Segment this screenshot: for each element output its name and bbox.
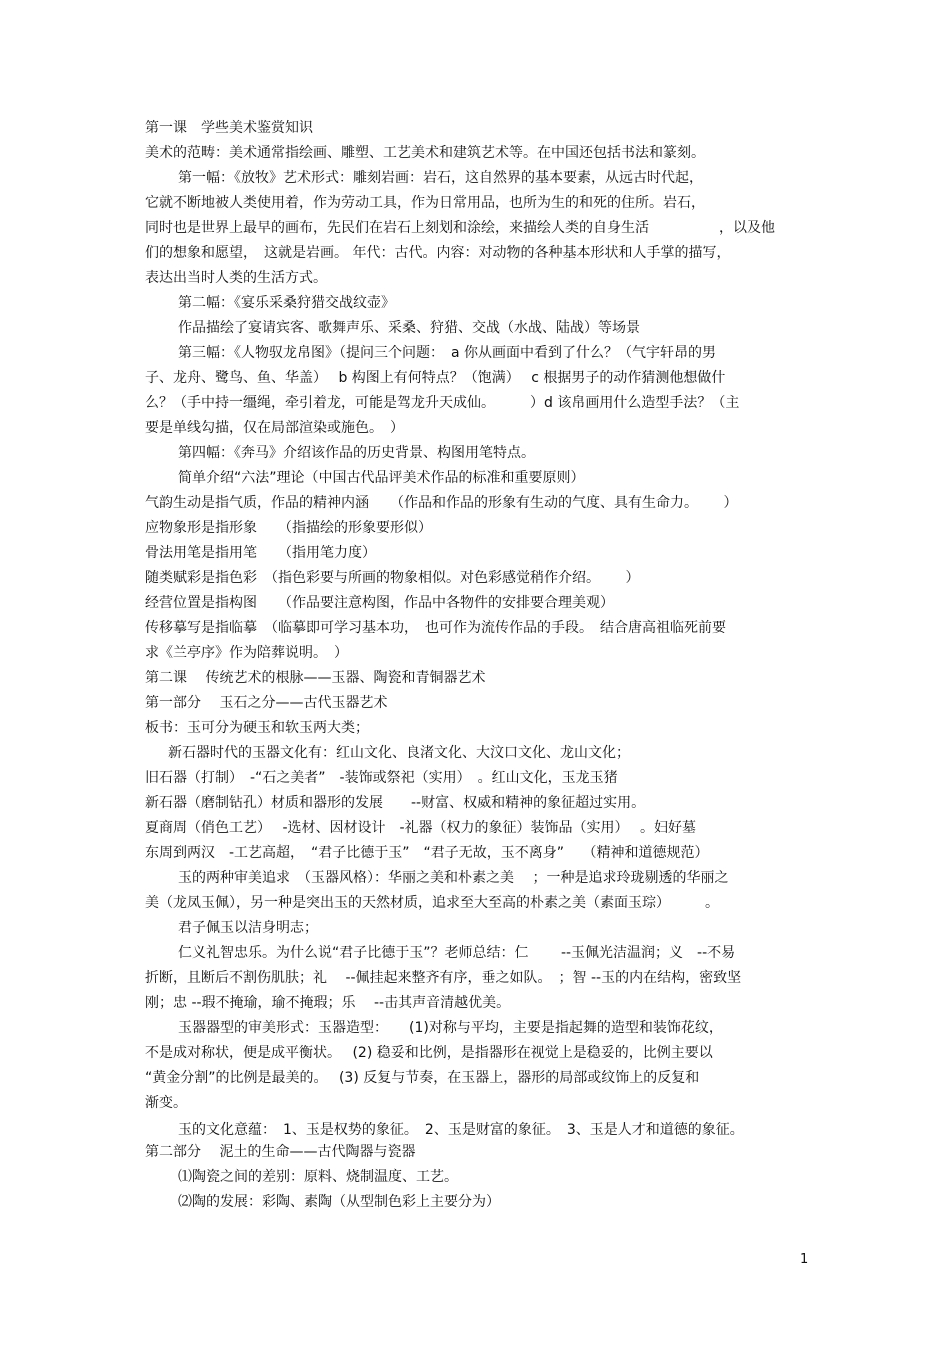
text-line: 作品描绘了宴请宾客、歌舞声乐、采桑、狩猎、交战（水战、陆战）等场景 — [178, 320, 640, 336]
text-line: 新石器时代的玉器文化有：红山文化、良渚文化、大汶口文化、龙山文化； — [168, 745, 630, 761]
text-line: 新石器（磨制钻孔）材质和器形的发展 --财富、权威和精神的象征超过实用。 — [145, 795, 646, 811]
text-line: 玉的两种审美追求 （玉器风格）：华丽之美和朴素之美 ；一种是追求玲珑剔透的华丽之 — [178, 870, 729, 886]
text-line: 旧石器（打制） -“石之美者” -装饰或祭祀（实用） 。红山文化，玉龙玉猪 — [145, 770, 618, 786]
text-line: 玉器器型的审美形式：玉器造型： (1)对称与平均，主要是指起舞的造型和装饰花纹， — [178, 1020, 723, 1036]
text-line: 简单介绍“六法”理论（中国古代品评美术作品的标准和重要原则） — [178, 470, 585, 486]
text-line: 夏商周（俏色工艺） -选材、因材设计 -礼器（权力的象征）装饰品（实用） 。妇好墓 — [145, 820, 697, 836]
text-line: 仁义礼智忠乐。为什么说“君子比德于玉”？老师总结：仁 --玉佩光洁温润；义 --不易 — [178, 945, 736, 961]
text-line: 渐变。 — [145, 1095, 187, 1111]
text-line: 子、龙舟、鹭鸟、鱼、华盖） b 构图上有何特点？（饱满） c 根据男子的动作猜测他想做什 — [145, 370, 726, 386]
text-line: 气韵生动是指气质，作品的精神内涵 （作品和作品的形象有生动的气度、具有生命力。 ） — [145, 495, 738, 511]
section-1-title: 第一部分 玉石之分——古代玉器艺术 — [145, 695, 388, 711]
text-line: 板书：玉可分为硬玉和软玉两大类； — [145, 720, 369, 736]
lesson-1-title: 第一课 学些美术鉴赏知识 — [145, 120, 313, 136]
text-line: 不是成对称状，便是成平衡状。 (2) 稳妥和比例，是指器形在视觉上是稳妥的，比例主要以 — [145, 1045, 713, 1061]
text-line: 同时也是世界上最早的画布，先民们在岩石上刻划和涂绘，来描绘人类的自身生活 ，以及他 — [145, 220, 775, 236]
text-line: ⑴陶瓷之间的差别：原料、烧制温度、工艺。 — [178, 1169, 458, 1185]
text-line: 第四幅：《奔马》介绍该作品的历史背景、构图用笔特点。 — [178, 445, 535, 461]
lesson-2-title: 第二课 传统艺术的根脉——玉器、陶瓷和青铜器艺术 — [145, 670, 486, 686]
text-line: 君子佩玉以洁身明志； — [178, 920, 318, 936]
text-line: 玉的文化意蕴： 1、玉是权势的象征。 2、玉是财富的象征。 3、玉是人才和道德的象征。 — [178, 1122, 744, 1138]
text-line: 表达出当时人类的生活方式。 — [145, 270, 327, 286]
section-2-title: 第二部分 泥土的生命——古代陶器与瓷器 — [145, 1144, 416, 1160]
text-line: 经营位置是指构图 （作品要注意构图，作品中各物件的安排要合理美观） — [145, 595, 614, 611]
text-line: 随类赋彩是指色彩 （指色彩要与所画的物象相似。对色彩感觉稍作介绍。 ） — [145, 570, 640, 586]
text-line: 第一幅：《放牧》艺术形式：雕刻岩画：岩石，这自然界的基本要素，从远古时代起， — [178, 170, 703, 186]
text-line: 要是单线勾描，仅在局部渲染或施色。 ） — [145, 420, 404, 436]
text-line: 第三幅：《人物驭龙帛图》（提问三个问题： a 你从画面中看到了什么？（气宇轩昂的男 — [178, 345, 717, 361]
text-line: “黄金分割”的比例是最美的。 (3) 反复与节奏，在玉器上，器形的局部或纹饰上的反复和 — [145, 1070, 700, 1086]
text-line: 刚；忠 --瑕不掩瑜，瑜不掩瑕；乐 --击其声音清越优美。 — [145, 995, 511, 1011]
page-number: 1 — [800, 1252, 809, 1267]
text-line: ⑵陶的发展：彩陶、素陶（从型制色彩上主要分为） — [178, 1194, 500, 1210]
text-line: 么？（手中持一缰绳，牵引着龙，可能是驾龙升天成仙。 ）d 该帛画用什么造型手法？（主 — [145, 395, 740, 411]
text-line: 们的想象和愿望， 这就是岩画。 年代：古代。内容：对动物的各种基本形状和人手掌的描写， — [145, 245, 731, 261]
text-line: 求《兰亭序》作为陪葬说明。 ） — [145, 645, 348, 661]
text-line: 折断，且断后不割伤肌肤；礼 --佩挂起来整齐有序，垂之如队。 ；智 --玉的内在结构，密致坚 — [145, 970, 742, 986]
text-line: 应物象形是指形象 （指描绘的形象要形似） — [145, 520, 432, 536]
text-line: 东周到两汉 -工艺高超， “君子比德于玉” “君子无故，玉不离身” （精神和道德规范） — [145, 845, 709, 861]
text-line: 美术的范畴：美术通常指绘画、雕塑、工艺美术和建筑艺术等。在中国还包括书法和篆刻。 — [145, 145, 705, 161]
text-line: 它就不断地被人类使用着，作为劳动工具，作为日常用品，也所为生的和死的住所。岩石， — [145, 195, 705, 211]
text-line: 骨法用笔是指用笔 （指用笔力度） — [145, 545, 376, 561]
text-line: 美（龙凤玉佩），另一种是突出玉的天然材质，追求至大至高的朴素之美（素面玉琮） 。 — [145, 895, 719, 911]
text-line: 传移摹写是指临摹 （临摹即可学习基本功， 也可作为流传作品的手段。 结合唐高祖临死前要 — [145, 620, 726, 636]
text-line: 第二幅：《宴乐采桑狩猎交战纹壶》 — [178, 295, 395, 311]
